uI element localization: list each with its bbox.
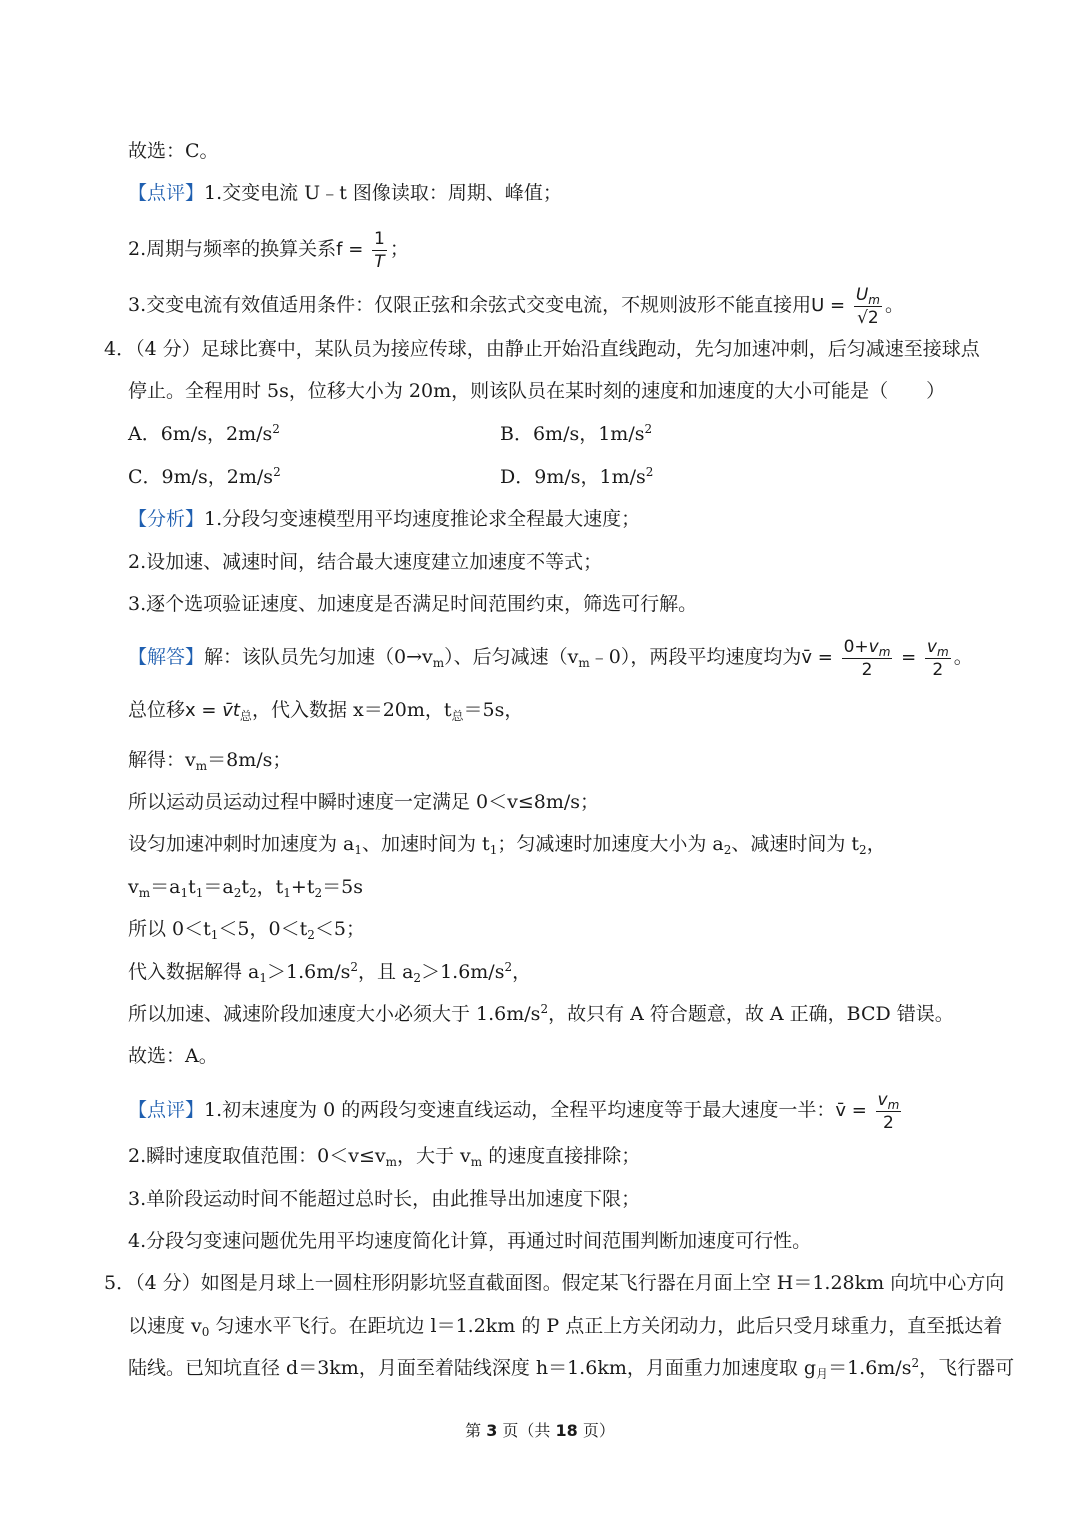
fraction-um-over-sqrt2: $\frac{U_m}{√2}$ (855, 284, 880, 328)
prev-review-line1: 【点评】1.交变电流 U﹣t 图像读取：周期、峰值； (128, 182, 562, 204)
q4-review-line1: 【点评】1.初末速度为 0 的两段匀变速直线运动，全程平均速度等于最大速度一半：v̄ = $\frac{v_m}{2}$ (128, 1089, 900, 1133)
analysis-tag: 【分析】 (128, 508, 205, 530)
q4-answer: 故选：A。 (128, 1045, 218, 1067)
q4-solution-line9: 所以加速、减速阶段加速度大小必须大于 $1.6m/s^2$，故只有 A 符合题意，故 A 正确，BCD 错误。 (128, 1002, 954, 1025)
q4-solution-line5: 设匀加速冲刺时加速度为 $a_1$、加速时间为 $t_1$；匀减速时加速度大小为 $a_2$、减速时间为 $t_2$， (128, 833, 886, 857)
q4-analysis-line3: 3.逐个选项验证速度、加速度是否满足时间范围约束，筛选可行解。 (128, 593, 698, 615)
q4-option-a: A．6m/s，$2m/s^2$ (128, 422, 280, 445)
q4-solution-line7: 所以 $0<t_1<5$，$0<t_2<5$； (128, 918, 365, 942)
page-number: 3 (486, 1421, 498, 1440)
q5-stem-line1: 5．（4 分）如图是月球上一圆柱形阴影坑竖直截面图。假定某飞行器在月面上空 H＝1.28km 向坑中心方向 (104, 1272, 1005, 1294)
q4-review-line3: 3.单阶段运动时间不能超过总时长，由此推导出加速度下限； (128, 1188, 641, 1210)
review-tag: 【点评】 (128, 1099, 205, 1121)
q4-solution-line2: 总位移$x = v̄t_总$，代入数据 x＝20m，$t_总=5s$， (128, 699, 524, 723)
q4-stem-line1: 4．（4 分）足球比赛中，某队员为接应传球，由静止开始沿直线跑动，先匀加速冲刺，后匀减速至接球点 (104, 338, 980, 360)
q5-stem-line2: 以速度 $v_0$ 匀速水平飞行。在距坑边 l＝1.2km 的 P 点正上方关闭动力，此后只受月球重力，直至抵达着 (128, 1315, 1003, 1339)
q4-option-b: B．6m/s，$1m/s^2$ (500, 422, 653, 445)
q4-solution-line1: 【解答】解：该队员先匀加速$(0\to v_m)$、后匀减速$(v_m﹣0)$，两段平均速度均为v̄ = $\frac{0+v_m}{2}$ = $\frac{v_m}{2}$ 。 (128, 636, 973, 680)
q4-analysis-line1: 【分析】1.分段匀变速模型用平均速度推论求全程最大速度； (128, 508, 641, 530)
review-tag: 【点评】 (128, 182, 205, 204)
fraction-1-over-T: $\frac{1}{T}$ (374, 228, 385, 272)
fraction-vm-over-2: $\frac{v_m}{2}$ (877, 1089, 900, 1133)
prev-answer: 故选：C。 (128, 140, 219, 162)
q4-solution-line4: 所以运动员运动过程中瞬时速度一定满足 0＜v≤8m/s； (128, 791, 600, 813)
solution-tag: 【解答】 (128, 646, 205, 668)
q4-solution-line6: $v_m=a_1t_1=a_2t_2$，$t_1+t_2=5s$ (128, 876, 363, 900)
q4-solution-line3: 解得：$v_m=8m/s$； (128, 749, 292, 773)
prev-review-line2: 2.周期与频率的换算关系f = $\frac{1}{T}$ ； (128, 228, 409, 272)
question-number: 4． (104, 338, 136, 360)
q4-solution-line8: 代入数据解得 $a_1>1.6m/s^2$，且 $a_2>1.6m/s^2$， (128, 960, 532, 985)
q4-review-line4: 4.分段匀变速问题优先用平均速度简化计算，再通过时间范围判断加速度可行性。 (128, 1230, 812, 1252)
q4-option-d: D．9m/s，$1m/s^2$ (500, 465, 654, 488)
q4-review-line2: 2.瞬时速度取值范围：$0<v\le v_m$，大于 $v_m$ 的速度直接排除； (128, 1145, 641, 1169)
page-footer: 第 3 页（共 18 页） (465, 1421, 615, 1440)
q4-analysis-line2: 2.设加速、减速时间，结合最大速度建立加速度不等式； (128, 551, 603, 573)
fraction-0-plus-vm-over-2: $\frac{0+v_m}{2}$ (843, 636, 891, 680)
page-total: 18 (555, 1421, 578, 1440)
q4-stem-line2: 停止。全程用时 5s，位移大小为 20m，则该队员在某时刻的速度和加速度的大小可能是（ ） (128, 380, 946, 402)
q4-option-c: C．9m/s，$2m/s^2$ (128, 465, 281, 488)
question-number: 5． (104, 1272, 136, 1294)
fraction-vm-over-2: $\frac{v_m}{2}$ (926, 636, 949, 680)
q5-stem-line3: 陆线。已知坑直径 d＝3km，月面至着陆线深度 h＝1.6km，月面重力加速度取 $g_月=1.6m/s^2$，飞行器可 (128, 1356, 1015, 1381)
prev-review-line3: 3.交变电流有效值适用条件：仅限正弦和余弦式交变电流，不规则波形不能直接用U = $\frac{U_m}{√2}$ 。 (128, 284, 905, 328)
